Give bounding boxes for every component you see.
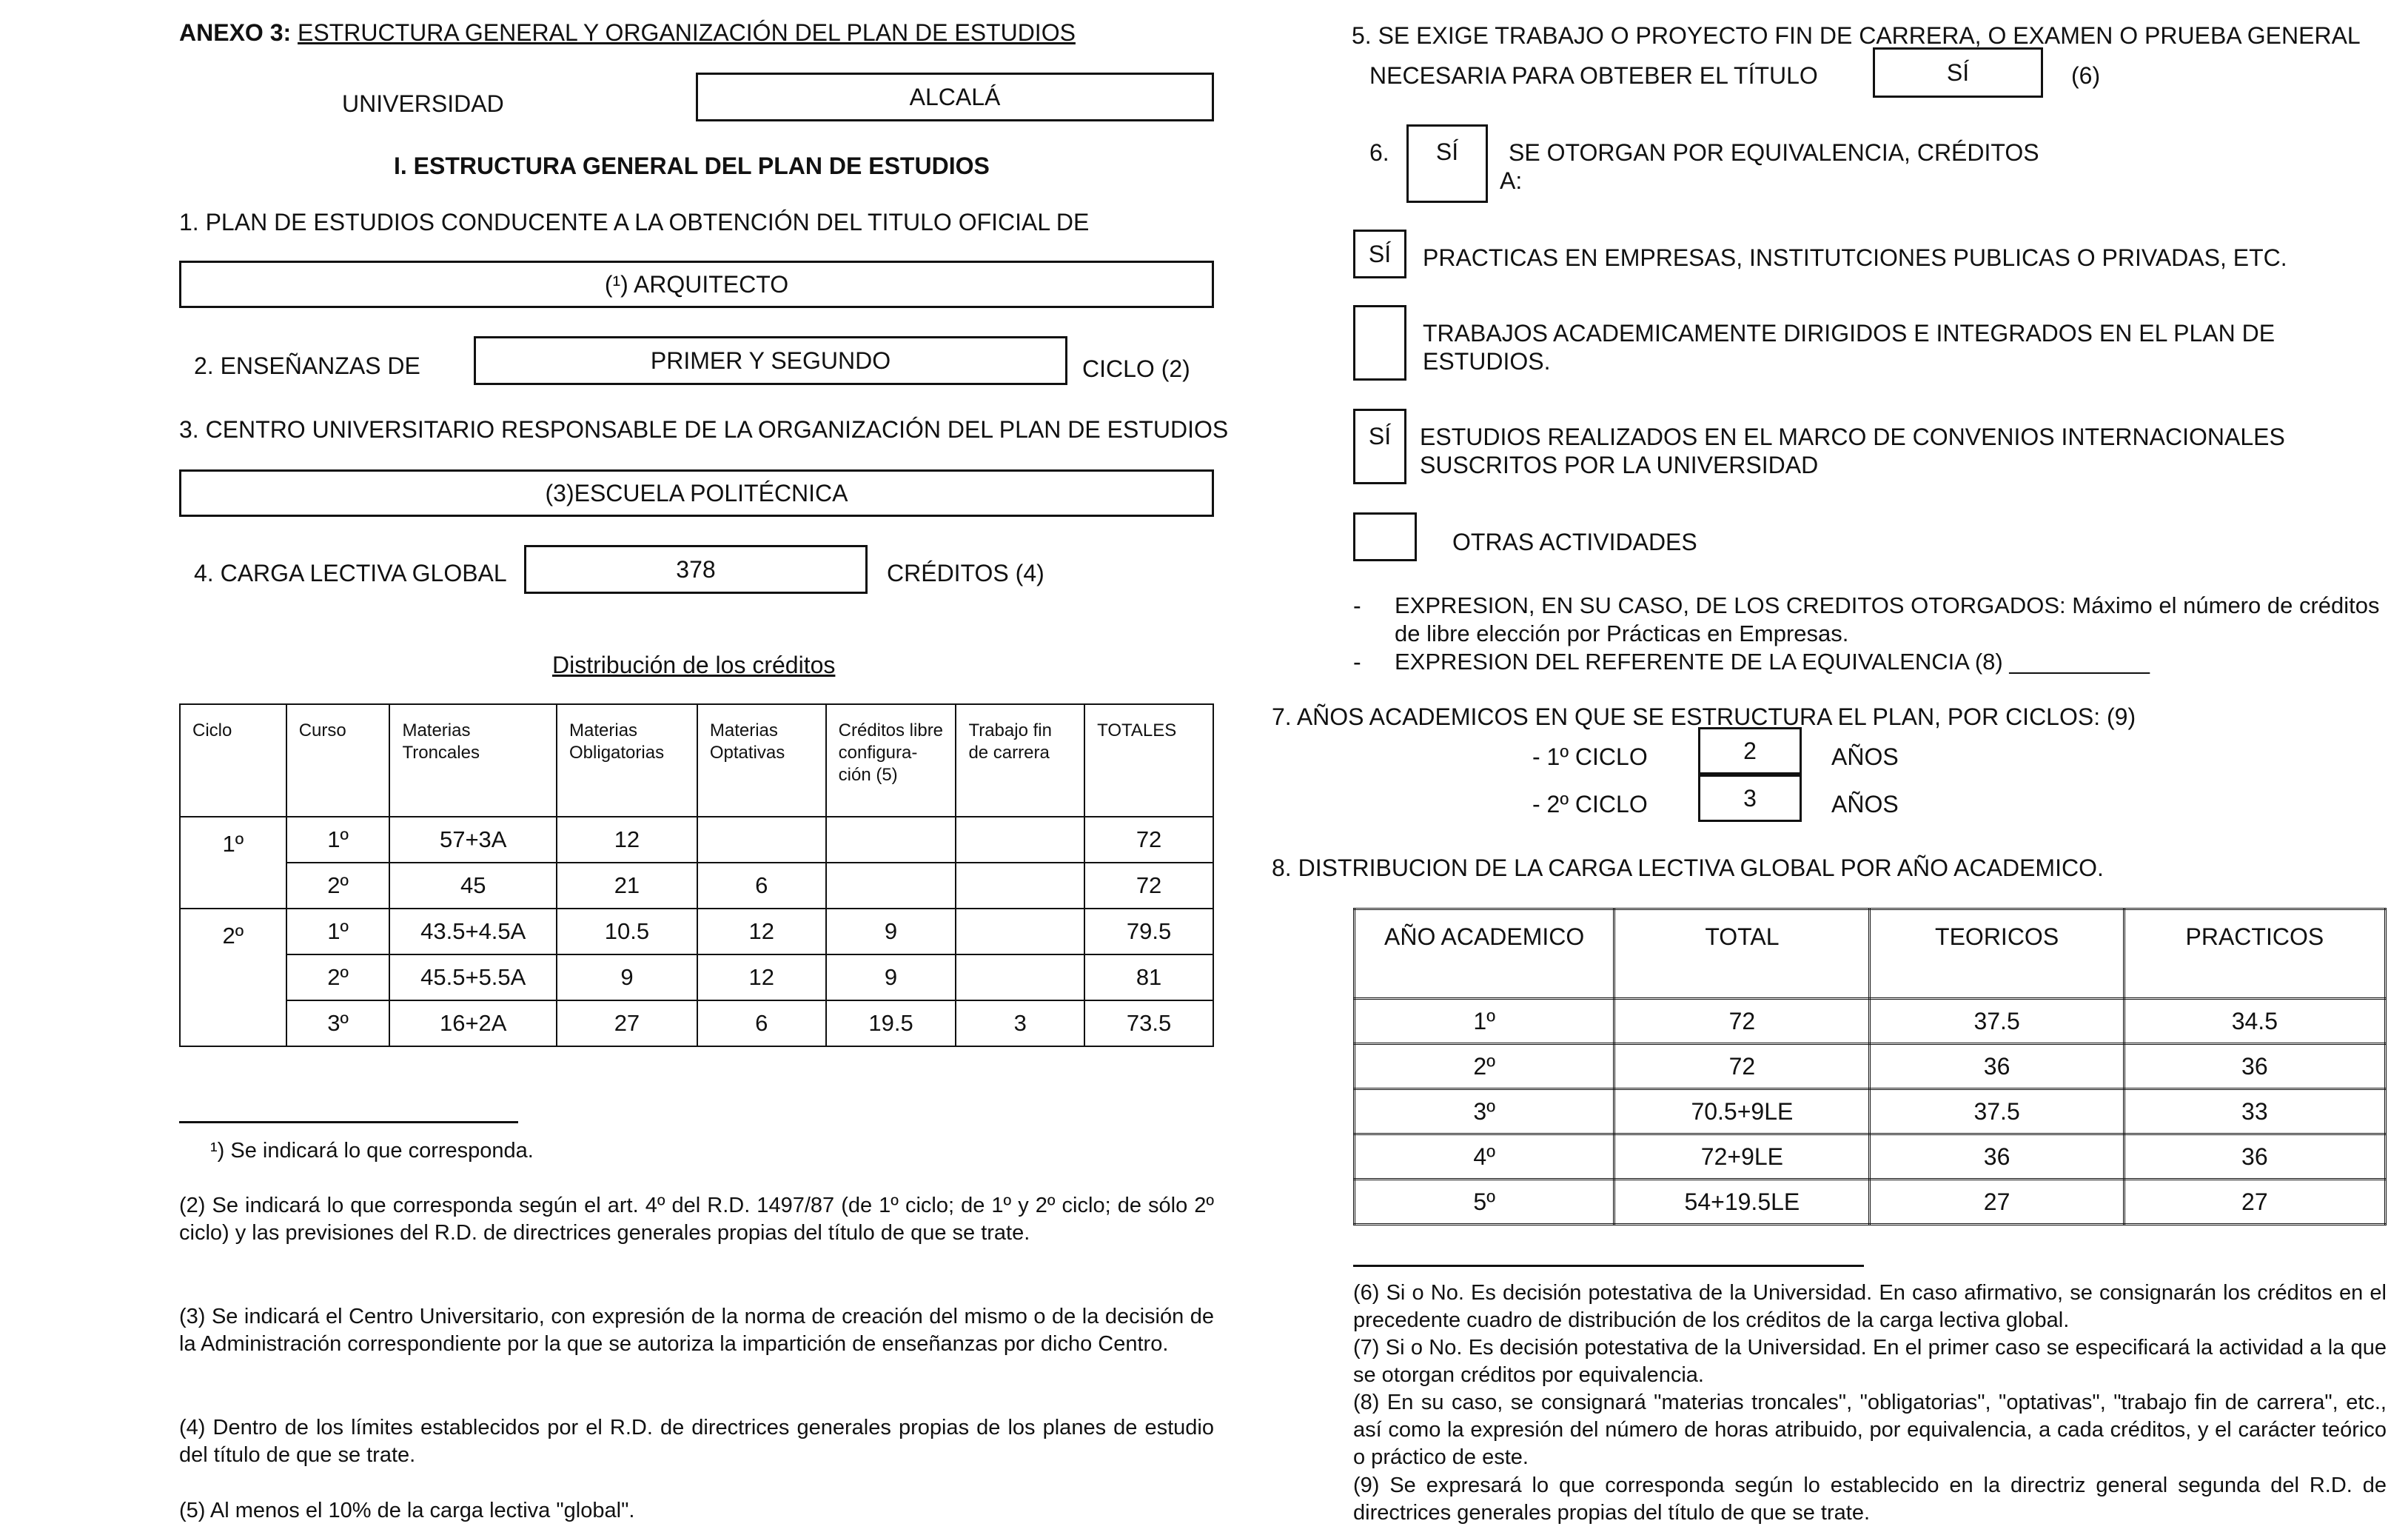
table-cell: 33 xyxy=(2124,1089,2385,1134)
footnote-7: (7) Si o No. Es decisión potestativa de la Universidad. En el primer caso se especificará la actividad a la que se otorgan créditos por equivalencia. xyxy=(1353,1336,2387,1387)
option-check-other xyxy=(1353,512,1417,561)
cycle-2-label: - 2º CICLO xyxy=(1532,791,1648,817)
expression-equivalence: EXPRESION DEL REFERENTE DE LA EQUIVALENCIA (8) ___________ xyxy=(1395,649,2150,675)
table-cell: 45.5+5.5A xyxy=(389,954,557,1000)
table-cell: 9 xyxy=(557,954,697,1000)
item7-label: 7. AÑOS ACADEMICOS EN QUE SE ESTRUCTURA EL PLAN, POR CICLOS: (9) xyxy=(1272,703,2136,730)
table-cell: 2º xyxy=(1355,1044,1614,1089)
table-row xyxy=(180,909,1213,954)
table-cell: 1º xyxy=(286,909,390,954)
col-header: TOTAL xyxy=(1614,909,1870,999)
item6-number: 6. xyxy=(1369,139,1389,166)
table-header-row xyxy=(180,704,1213,817)
table-cell: 3º xyxy=(286,1000,390,1046)
table-cell: 6 xyxy=(697,863,826,909)
cycle-1-years-value: 2 xyxy=(1698,727,1802,775)
table-cell: 12 xyxy=(557,817,697,863)
item5-line1: 5. SE EXIGE TRABAJO O PROYECTO FIN DE CARRERA, O EXAMEN O PRUEBA GENERAL xyxy=(1352,22,2361,49)
table-row xyxy=(180,954,1213,1000)
table-cell: 27 xyxy=(2124,1180,2385,1225)
footnote-1: ¹) Se indicará lo que corresponda. xyxy=(210,1139,534,1163)
item6-text-2: A: xyxy=(1500,167,1523,194)
item2-label: 2. ENSEÑANZAS DE xyxy=(194,352,420,379)
table-cell xyxy=(826,863,956,909)
table-cell: 6 xyxy=(697,1000,826,1046)
table-cell-cycle: 2º xyxy=(180,909,286,1046)
dash-1: - xyxy=(1353,592,1361,619)
table-cell: 72+9LE xyxy=(1614,1134,1870,1180)
table-row xyxy=(180,863,1213,909)
table-cell: 45 xyxy=(389,863,557,909)
table-row xyxy=(180,1000,1213,1046)
table-cell: 3º xyxy=(1355,1089,1614,1134)
table-cell: 16+2A xyxy=(389,1000,557,1046)
col-header: Trabajo fin de carrera xyxy=(956,704,1084,817)
table-cell: 57+3A xyxy=(389,817,557,863)
item6-text-1: SE OTORGAN POR EQUIVALENCIA, CRÉDITOS xyxy=(1509,139,2039,166)
table-cell: 37.5 xyxy=(1870,999,2124,1044)
table-cell xyxy=(956,863,1084,909)
final-project-value: SÍ xyxy=(1873,47,2043,98)
table-cell-cycle: 1º xyxy=(180,817,286,909)
table-cell: 73.5 xyxy=(1084,1000,1213,1046)
table-row xyxy=(1355,1089,2386,1134)
table-cell xyxy=(956,817,1084,863)
table-cell: 36 xyxy=(1870,1044,2124,1089)
table-cell: 12 xyxy=(697,954,826,1000)
footnote-2: (2) Se indicará lo que corresponda según el art. 4º del R.D. 1497/87 (de 1º ciclo; de 1º y 2º ciclo; de sólo 2º ciclo) y las previsiones del R.D. de directrices generales propias del título de que se trate. xyxy=(179,1194,1214,1245)
cycle-2-years-value: 3 xyxy=(1698,775,1802,822)
annual-load-table xyxy=(1353,908,2387,1225)
table-cell: 36 xyxy=(2124,1044,2385,1089)
table-cell: 81 xyxy=(1084,954,1213,1000)
degree-title-value: (¹) ARQUITECTO xyxy=(179,261,1214,308)
table-cell: 27 xyxy=(1870,1180,2124,1225)
annex-prefix: ANEXO 3: xyxy=(179,19,292,46)
item1-label: 1. PLAN DE ESTUDIOS CONDUCENTE A LA OBTENCIÓN DEL TITULO OFICIAL DE xyxy=(179,209,1090,235)
table-row xyxy=(1355,1134,2386,1180)
cycle-1-unit: AÑOS xyxy=(1831,743,1899,770)
item3-label: 3. CENTRO UNIVERSITARIO RESPONSABLE DE LA ORGANIZACIÓN DEL PLAN DE ESTUDIOS xyxy=(179,416,1229,443)
col-header: Materias Optativas xyxy=(697,704,826,817)
table-cell: 27 xyxy=(557,1000,697,1046)
table-cell: 36 xyxy=(2124,1134,2385,1180)
dash-2: - xyxy=(1353,649,1361,675)
item8-label: 8. DISTRIBUCION DE LA CARGA LECTIVA GLOBAL POR AÑO ACADEMICO. xyxy=(1272,855,2104,881)
table-cell xyxy=(956,909,1084,954)
university-value: ALCALÁ xyxy=(696,73,1214,121)
table-cell: 43.5+4.5A xyxy=(389,909,557,954)
item2-suffix: CICLO (2) xyxy=(1082,355,1190,382)
col-header: Ciclo xyxy=(180,704,286,817)
footnote-3: (3) Se indicará el Centro Universitario, con expresión de la norma de creación del mismo o de la decisión de la Administración correspondiente por la que se autoriza la impartición de enseñanzas por dicho Centro. xyxy=(179,1305,1214,1356)
table-cell: 72 xyxy=(1614,1044,1870,1089)
table-cell: 21 xyxy=(557,863,697,909)
table-cell: 36 xyxy=(1870,1134,2124,1180)
table-cell xyxy=(956,954,1084,1000)
table-cell: 10.5 xyxy=(557,909,697,954)
annex-heading xyxy=(179,19,1076,47)
table-cell: 1º xyxy=(286,817,390,863)
table-cell: 72 xyxy=(1084,863,1213,909)
col-header: PRACTICOS xyxy=(2124,909,2385,999)
col-header: Curso xyxy=(286,704,390,817)
option-text-other: OTRAS ACTIVIDADES xyxy=(1452,529,1697,555)
expression-credits-line2: de libre elección por Prácticas en Empresas. xyxy=(1395,621,1849,646)
table-cell: 72 xyxy=(1084,817,1213,863)
table-cell xyxy=(826,817,956,863)
table-cell: 2º xyxy=(286,954,390,1000)
cycle-2-unit: AÑOS xyxy=(1831,791,1899,817)
footnote-9: (9) Se expresará lo que corresponda según lo establecido en la directriz general segunda del R.D. de directrices generales propias del título de que se trate. xyxy=(1353,1474,2387,1525)
footnote-4: (4) Dentro de los límites establecidos por el R.D. de directrices generales propias de los planes de estudio del título de que se trate. xyxy=(179,1416,1214,1467)
table-cell: 72 xyxy=(1614,999,1870,1044)
table-cell: 3 xyxy=(956,1000,1084,1046)
table-header-row xyxy=(1355,909,2386,999)
option-check-internships: SÍ xyxy=(1353,230,1406,278)
item5-line2: NECESARIA PARA OBTEBER EL TÍTULO xyxy=(1369,62,1818,89)
footnote-8: (8) En su caso, se consignará "materias troncales", "obligatorias", "optativas", "trabajo fin de carrera", etc., así como la expresión del número de horas atribuido, por equivalencia, a cada créditos, y el carácter teórico o práctico de este. xyxy=(1353,1391,2387,1469)
table-cell: 5º xyxy=(1355,1180,1614,1225)
item4-label: 4. CARGA LECTIVA GLOBAL xyxy=(194,560,507,586)
table-cell: 34.5 xyxy=(2124,999,2385,1044)
table-cell: 2º xyxy=(286,863,390,909)
table-cell: 19.5 xyxy=(826,1000,956,1046)
table-cell: 9 xyxy=(826,954,956,1000)
table-cell: 70.5+9LE xyxy=(1614,1089,1870,1134)
credit-distribution-table xyxy=(179,703,1214,1047)
item5-note: (6) xyxy=(2071,62,2101,89)
table-cell: 79.5 xyxy=(1084,909,1213,954)
col-header: Materias Troncales xyxy=(389,704,557,817)
cycle-1-label: - 1º CICLO xyxy=(1532,743,1648,770)
credit-distribution-title: Distribución de los créditos xyxy=(552,652,836,678)
table-cell: 12 xyxy=(697,909,826,954)
footnote-6: (6) Si o No. Es decisión potestativa de la Universidad. En caso afirmativo, se consignarán los créditos en el precedente cuadro de distribución de los créditos de la carga lectiva global. xyxy=(1353,1281,2387,1332)
option-text-academic-work-2: ESTUDIOS. xyxy=(1423,348,1551,375)
equivalence-credits-value: SÍ xyxy=(1406,124,1488,203)
option-check-academic-work xyxy=(1353,305,1406,381)
table-cell: 37.5 xyxy=(1870,1089,2124,1134)
table-cell: 54+19.5LE xyxy=(1614,1180,1870,1225)
col-header: TOTALES xyxy=(1084,704,1213,817)
col-header: AÑO ACADEMICO xyxy=(1355,909,1614,999)
annex-title: ESTRUCTURA GENERAL Y ORGANIZACIÓN DEL PLAN DE ESTUDIOS xyxy=(298,19,1076,46)
expression-credits-line1: EXPRESION, EN SU CASO, DE LOS CREDITOS OTORGADOS: Máximo el número de créditos xyxy=(1395,592,2380,618)
footnote-rule xyxy=(179,1121,518,1123)
footnote-rule-right xyxy=(1353,1265,1864,1267)
col-header: Créditos libre configura-ción (5) xyxy=(826,704,956,817)
table-cell xyxy=(697,817,826,863)
table-cell: 4º xyxy=(1355,1134,1614,1180)
option-text-academic-work: TRABAJOS ACADEMICAMENTE DIRIGIDOS E INTEGRADOS EN EL PLAN DE xyxy=(1423,320,2275,347)
table-cell: 1º xyxy=(1355,999,1614,1044)
table-cell: 9 xyxy=(826,909,956,954)
table-row xyxy=(1355,1180,2386,1225)
responsible-center-value: (3)ESCUELA POLITÉCNICA xyxy=(179,469,1214,517)
teaching-cycle-value: PRIMER Y SEGUNDO xyxy=(474,336,1067,385)
footnote-5: (5) Al menos el 10% de la carga lectiva "global". xyxy=(179,1499,635,1522)
option-text-international: ESTUDIOS REALIZADOS EN EL MARCO DE CONVENIOS INTERNACIONALES xyxy=(1420,424,2285,450)
option-text-internships: PRACTICAS EN EMPRESAS, INSTITUTCIONES PUBLICAS O PRIVADAS, ETC. xyxy=(1423,244,2287,271)
table-row xyxy=(1355,999,2386,1044)
total-credits-value: 378 xyxy=(524,545,868,594)
section-title: I. ESTRUCTURA GENERAL DEL PLAN DE ESTUDIOS xyxy=(394,153,990,179)
table-row xyxy=(180,817,1213,863)
col-header: TEORICOS xyxy=(1870,909,2124,999)
option-text-international-2: SUSCRITOS POR LA UNIVERSIDAD xyxy=(1420,452,1819,478)
col-header: Materias Obligatorias xyxy=(557,704,697,817)
item4-suffix: CRÉDITOS (4) xyxy=(887,560,1044,586)
table-row xyxy=(1355,1044,2386,1089)
university-label: UNIVERSIDAD xyxy=(342,90,504,117)
option-check-international: SÍ xyxy=(1353,409,1406,484)
